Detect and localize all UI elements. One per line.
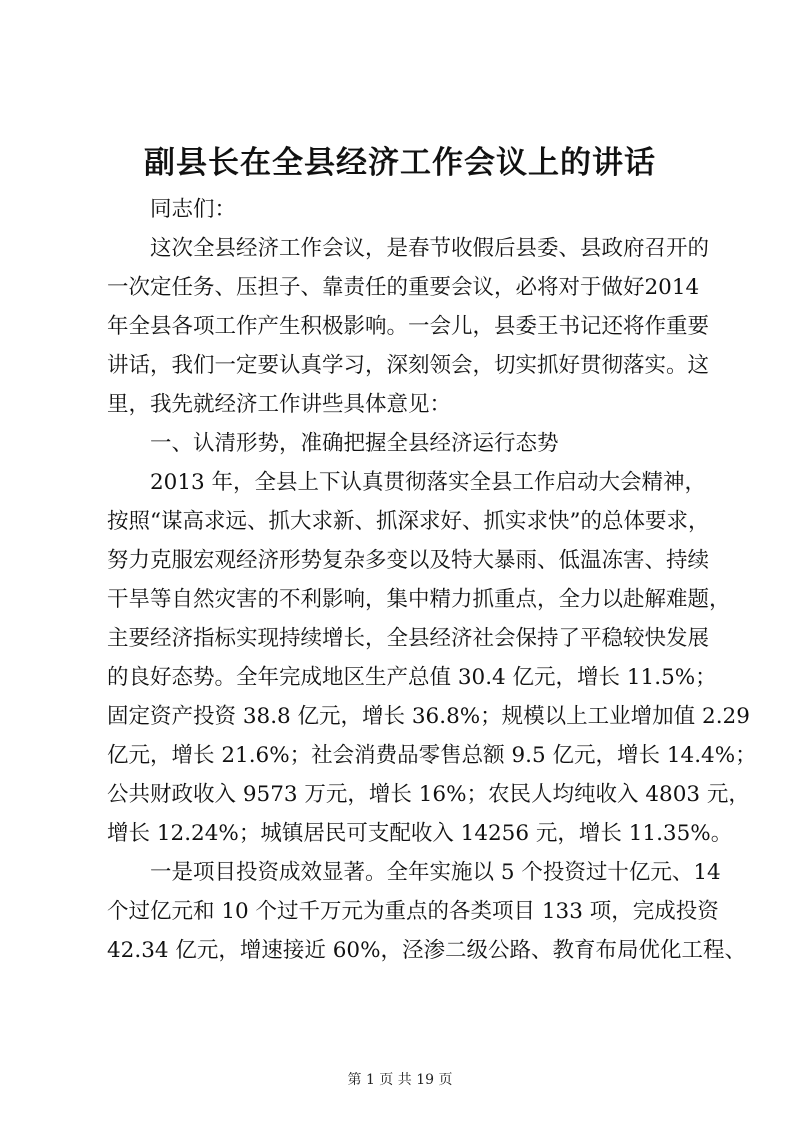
- paragraph-line: 主要经济指标实现持续增长，全县经济社会保持了平稳较快发展: [107, 626, 710, 651]
- section-heading: 一、认清形势，准确把握全县经济运行态势: [150, 431, 559, 456]
- document-title: 副县长在全县经济工作会议上的讲话: [144, 145, 656, 181]
- paragraph-line: 2013 年，全县上下认真贯彻落实全县工作启动大会精神，: [150, 470, 707, 495]
- paragraph-line: 讲话，我们一定要认真学习，深刻领会，切实抓好贯彻落实。这: [107, 353, 710, 378]
- paragraph-line: 一是项目投资成效显著。全年实施以 5 个投资过十亿元、14: [150, 860, 721, 885]
- paragraph-line: 同志们：: [150, 197, 237, 222]
- paragraph-line: 努力克服宏观经济形势复杂多变以及特大暴雨、低温冻害、持续: [107, 548, 710, 573]
- paragraph-line: 干旱等自然灾害的不利影响，集中精力抓重点，全力以赴解难题，: [107, 587, 731, 612]
- paragraph-line: 固定资产投资 38.8 亿元，增长 36.8%；规模以上工业增加值 2.29: [107, 704, 750, 729]
- paragraph-line: 年全县各项工作产生积极影响。一会儿，县委王书记还将作重要: [107, 314, 710, 339]
- paragraph-line: 公共财政收入 9573 万元，增长 16%；农民人均纯收入 4803 元，: [107, 782, 750, 807]
- page-footer: 第 1 页 共 19 页: [347, 1072, 453, 1088]
- paragraph-line: 一次定任务、压担子、靠责任的重要会议，必将对于做好2014: [107, 275, 700, 300]
- paragraph-line: 按照“谋高求远、抓大求新、抓深求好、抓实求快”的总体要求，: [107, 509, 710, 534]
- paragraph-line: 的良好态势。全年完成地区生产总值 30.4 亿元，增长 11.5%；: [107, 665, 717, 690]
- paragraph-line: 增长 12.24%；城镇居民可支配收入 14256 元，增长 11.35%。: [107, 821, 733, 846]
- paragraph-line: 个过亿元和 10 个过千万元为重点的各类项目 133 项，完成投资: [107, 899, 719, 924]
- document-body: [107, 190, 757, 970]
- paragraph-line: 里，我先就经济工作讲些具体意见：: [107, 392, 452, 417]
- paragraph-line: 42.34 亿元，增速接近 60%，泾渗二级公路、教育布局优化工程、: [107, 938, 747, 963]
- paragraph-line: 亿元，增长 21.6%；社会消费品零售总额 9.5 亿元，增长 14.4%；: [107, 743, 757, 768]
- paragraph-line: 这次全县经济工作会议，是春节收假后县委、县政府召开的: [150, 236, 710, 261]
